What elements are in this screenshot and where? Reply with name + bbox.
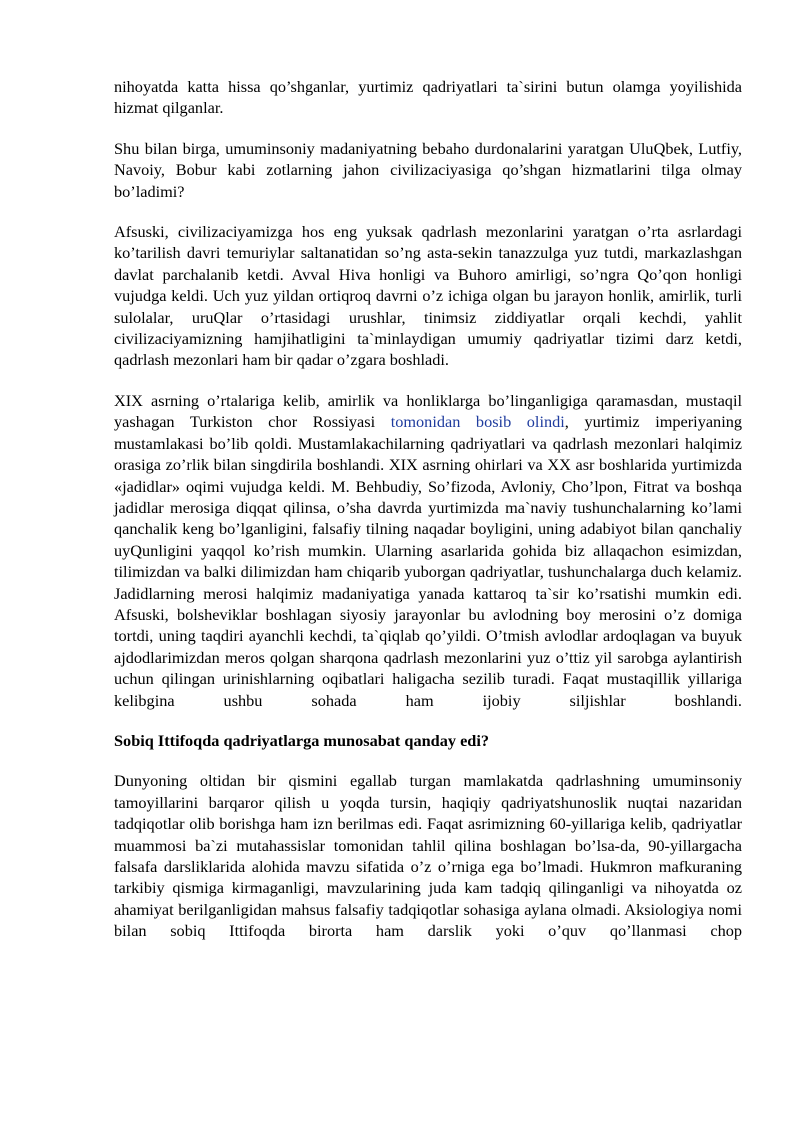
paragraph-1: nihoyatda katta hissa qo’shganlar, yurtimiz qadriyatlari ta`sirini butun olamga yoyilishida hizmat qilganlar. [114, 77, 742, 118]
paragraph-4-text-start: XIX asrning o’rtalariga kelib, amirlik va honliklarga bo’linganligiga qaramasdan, mustaqil yashagan Turkiston chor Rossiyasi [114, 390, 742, 432]
paragraph-4-text-end: , yurtimiz imperiyaning mustamlakasi bo’lib qoldi. Mustamlakachilarning qadriyatlari va qadrlash mezonlari halqimiz orasiga zo’rlik bilan singdirila boshlandi. XIX asrning ohirlari va XX asr boshlarida yurtimizda «jadidlar» oqimi vujudga keldi. M. Behbudiy, So’fizoda, Avloniy, Cho’lpon, Fitrat va boshqa jadidlar merosiga diqqat qilinsa, o’sha davrda yurtimizda ma`naviy tushunchalarning ko’lami qanchalik keng bo’lganligini, falsafiy tilning naqadar boyligini, uning adabiyot bilan qanchaliy uyQunligini yaqqol ko’rish mumkin. Ularning asarlarida gohida biz allaqachon esimizdan, tilimizdan va balki dilimizdan ham chiqarib yuborgan qadriyatlar, tushunchalarga duch kelamiz. Jadidlarning merosi halqimiz madaniyatiga yanada kattaroq ta`sir ko’rsatishi mumkin edi. Afsuski, bolsheviklar boshlagan siyosiy jarayonlar bu avlodning boy merosini o’z domiga tortdi, uning taqdiri ayanchli kechdi, ta`qiqlab qo’yildi. O’tmish avlodlar ardoqlagan va buyuk ajdodlarimizdan meros qolgan sharqona qadrlash mezonlarini yuz o’ttiz yil sarobga aylantirish uchun qilingan urinishlarning oqibatlari haligacha sezilib turadi. Faqat mustaqillik yillariga kelibgina ushbu sohada ham ijobiy siljishlar boshlandi. [114, 412, 743, 710]
paragraph-5: Dunyoning oltidan bir qismini egallab turgan mamlakatda qadrlashning umuminsoniy tamoyillarini barqaror qilish u yoqda tursin, haqiqiy qadriyatshunoslik nuqtai nazaridan tadqiqotlar olib borishga ham izn berilmas edi. Faqat asrimizning 60-yillariga kelib, qadriyatlar muammosi ba`zi mutahassislar tomonidan tahlil qilina boshlagan bo’lsa-da, 90-yillargacha falsafa darsliklarida alohida mavzu sifatida o’z o’rniga ega bo’lmadi. Hukmron mafkuraning tarkibiy qismiga kirmaganligi, mavzularining juda kam tadqiq qilinganligi va nihoyatda oz ahamiyat berilganligidan mahsus falsafiy tadqiqotlar sohasiga aylana olmadi. Aksiologiya nomi bilan sobiq Ittifoqda birorta ham darslik yoki o’quv qo’llanmasi chop [114, 771, 742, 941]
hyperlink-bosib-olindi[interactable]: tomonidan bosib olindi [390, 412, 565, 432]
paragraph-4 [114, 390, 742, 711]
section-heading: Sobiq Ittifoqda qadriyatlarga munosabat qanday edi? [114, 730, 490, 750]
paragraph-2: Shu bilan birga, umuminsoniy madaniyatning bebaho durdonalarini yaratgan UluQbek, Lutfiy, Navoiy, Bobur kabi zotlarning jahon civilizaciyasiga qo’shgan hizmatlarini tilga olmay bo’ladimi? [114, 138, 742, 201]
paragraph-3: Afsuski, civilizaciyamizga hos eng yuksak qadrlash mezonlarini yaratgan o’rta asrlardagi ko’tarilish davri temuriylar saltanatidan so’ng asta-sekin tanazzulga yuz tutdi, markazlashgan davlat parchalanib ketdi. Avval Hiva honligi va Buhoro amirligi, so’ngra Qo’qon honligi vujudga keldi. Uch yuz yildan ortiqroq davrni o’z ichiga olgan bu jarayon honlik, amirlik, turli sulolalar, uruQlar o’rtasidagi urushlar, tinimsiz ziddiyatlar orqali kechdi, yahlit civilizaciyamizning hamjihatligini ta`minlaydigan umumiy qadriyatlar tizimi darz ketdi, qadrlash mezonlari ham bir qadar o’zgara boshladi. [114, 222, 742, 370]
document-page [114, 76, 742, 961]
